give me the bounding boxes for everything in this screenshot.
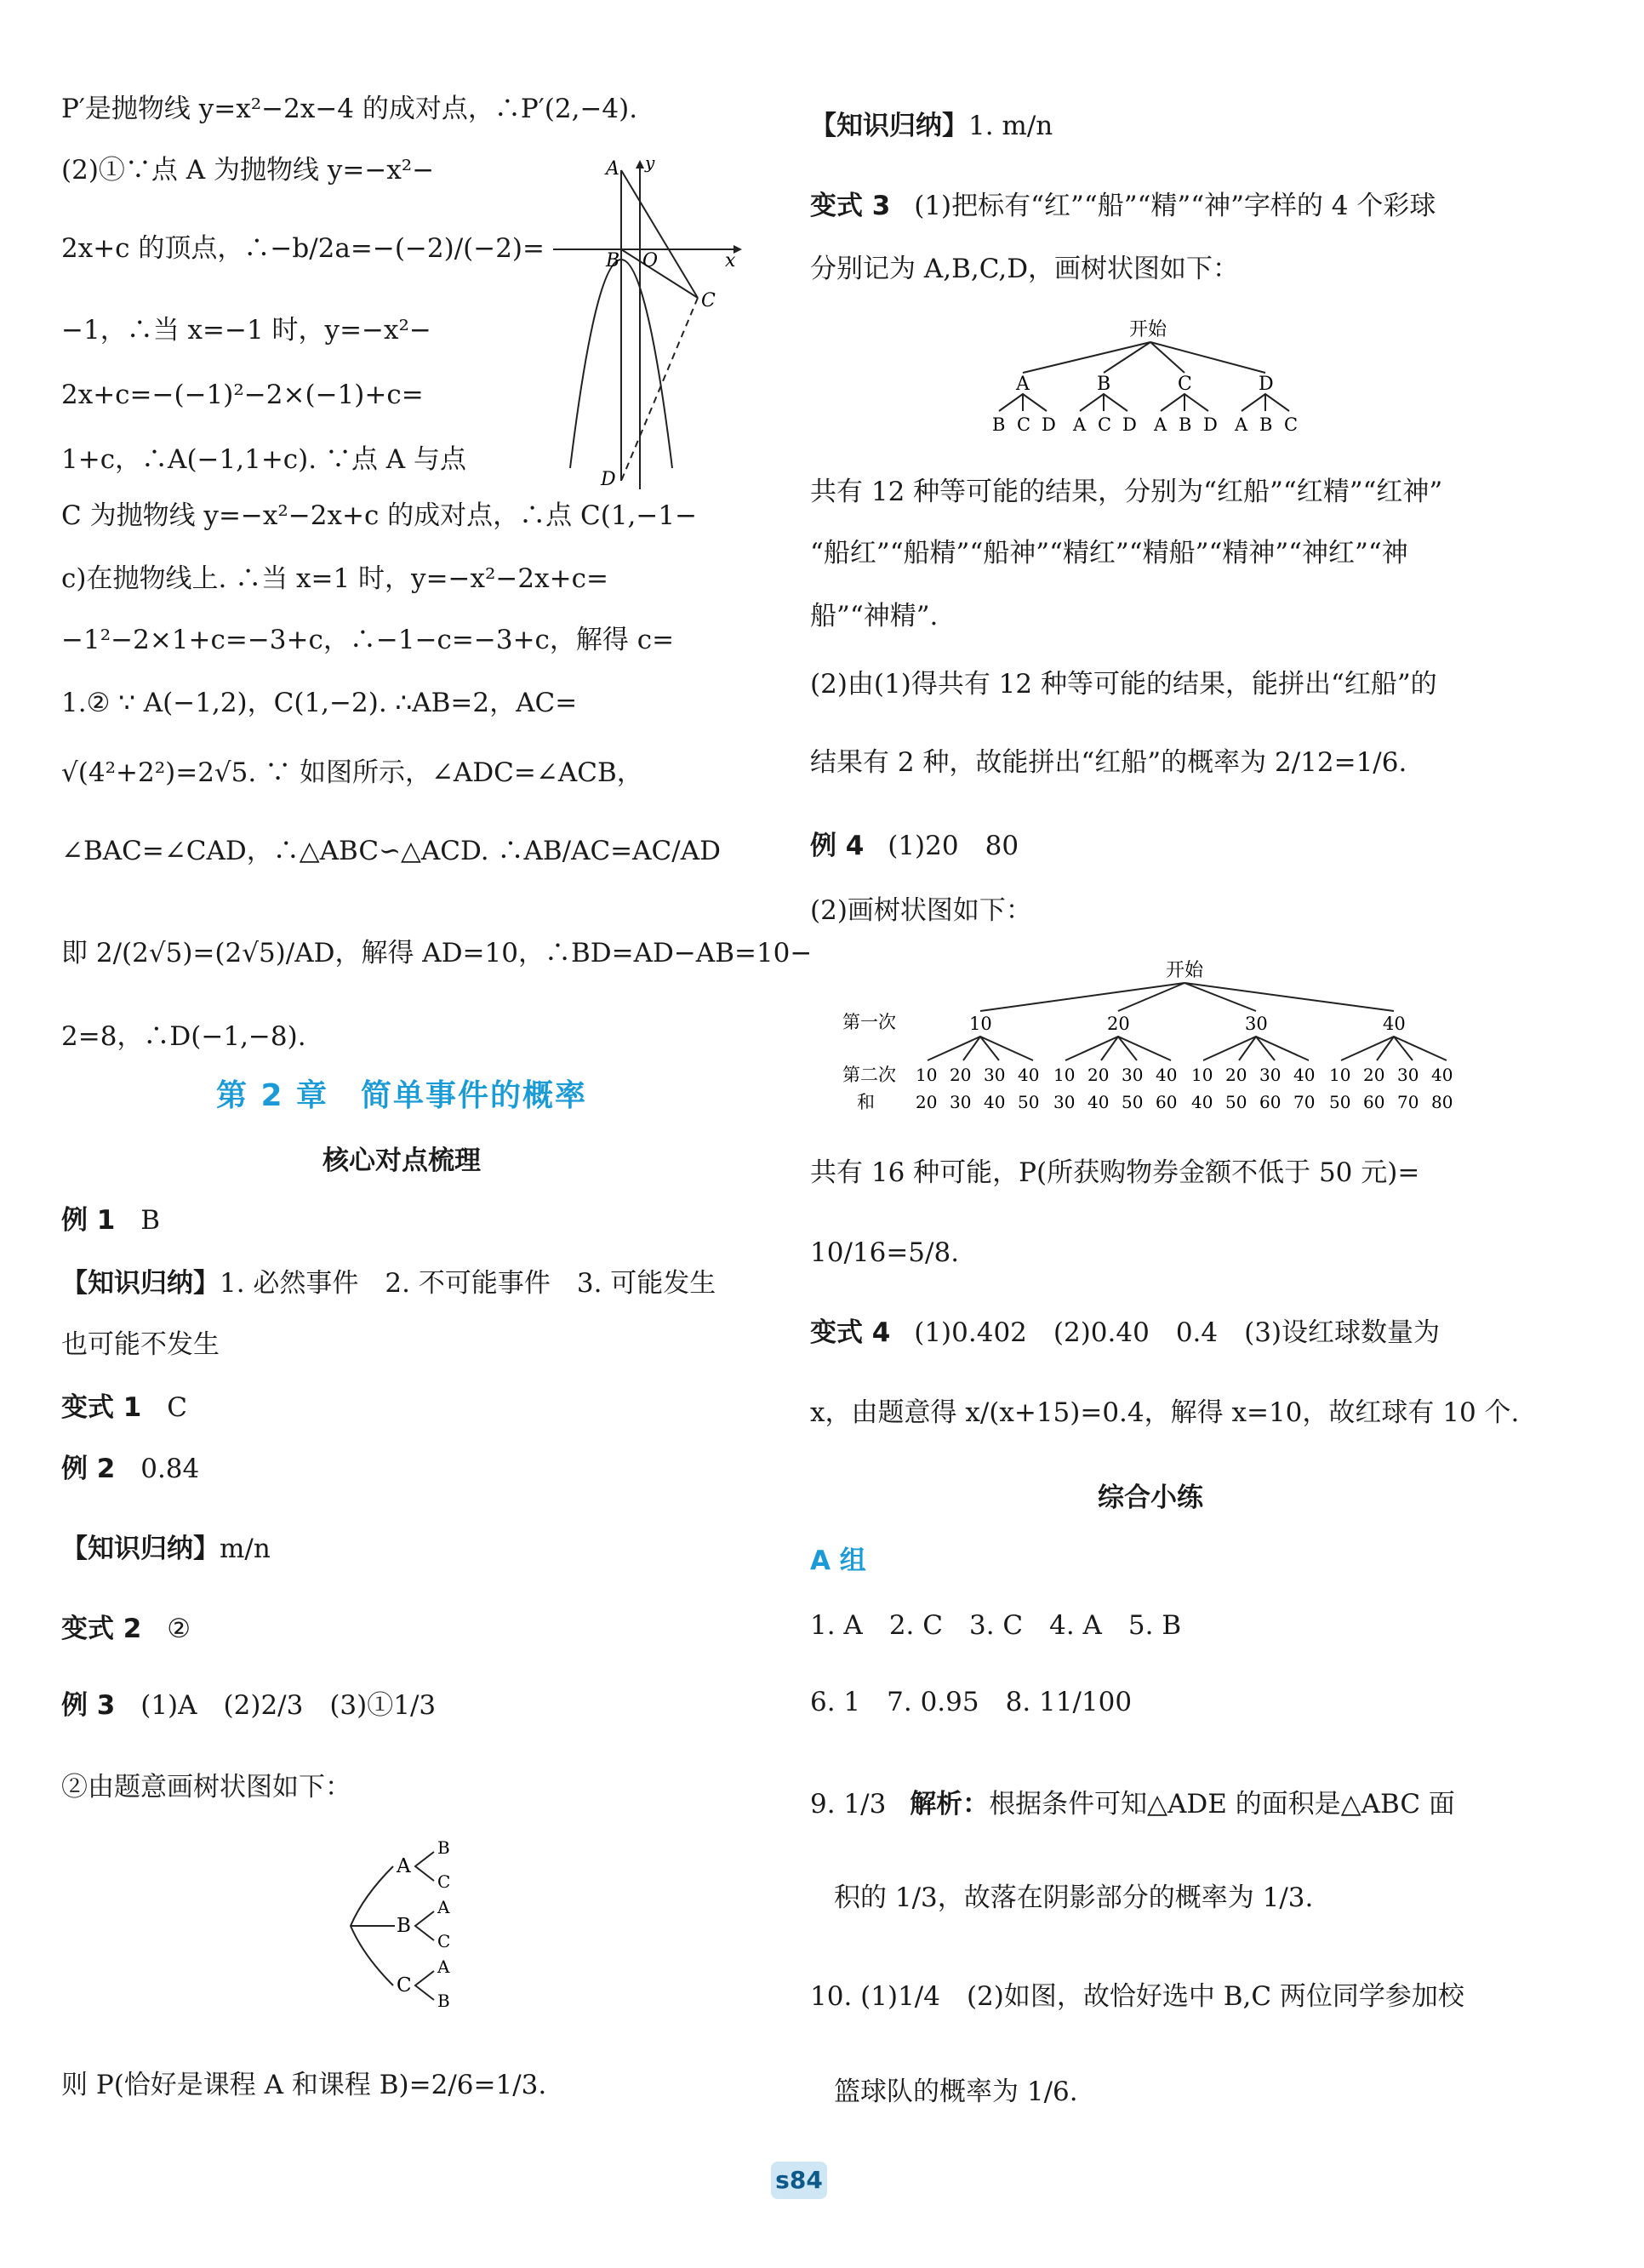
tree-branch xyxy=(415,1911,434,1940)
example-answer: B xyxy=(140,1205,161,1236)
tree-branch xyxy=(1065,1037,1171,1060)
tree-branch xyxy=(415,1971,434,2000)
segment-CD-dashed xyxy=(621,298,698,481)
page-number-badge: s84 xyxy=(771,2162,827,2199)
tree-node: C xyxy=(397,1974,412,1997)
section-title: 核心对点梳理 xyxy=(323,1145,481,1176)
example-1 xyxy=(61,1203,160,1237)
tree-leaf: 10 xyxy=(1191,1065,1213,1085)
sum-value: 20 xyxy=(916,1092,938,1112)
sum-value: 40 xyxy=(1191,1092,1213,1112)
example-2 xyxy=(61,1452,199,1486)
sum-value: 50 xyxy=(1329,1092,1351,1112)
tree-node: A xyxy=(1016,374,1030,395)
analysis-label: 解析： xyxy=(910,1789,990,1820)
tree-leaf: A xyxy=(1073,414,1087,435)
tree-leaf: 20 xyxy=(1225,1065,1247,1085)
text-line: (2)①∵点 A 为抛物线 y=−x²− xyxy=(61,155,435,186)
graph-label: O xyxy=(642,250,659,271)
text-line: (2)画树状图如下： xyxy=(810,895,1032,926)
tree-branch xyxy=(1203,1037,1309,1060)
tree-leaf: B xyxy=(1259,414,1273,435)
text-line: 积的 1/3，故落在阴影部分的概率为 1/3. xyxy=(834,1882,1314,1913)
tree-leaf: 10 xyxy=(1329,1065,1351,1085)
tree-diagram-balls xyxy=(980,313,1304,441)
tree-leaf: 40 xyxy=(1018,1065,1040,1085)
variant-4 xyxy=(810,1316,1440,1350)
sum-value: 70 xyxy=(1397,1092,1419,1112)
tree-leaf: C xyxy=(1284,414,1299,435)
graph-label: C xyxy=(701,290,716,311)
segment-AC xyxy=(621,170,698,298)
tree-leaf: D xyxy=(1042,414,1056,435)
tree-branch xyxy=(1161,394,1208,411)
variant-label: 变式 3 xyxy=(810,191,891,221)
text-line: 分别记为 A,B,C,D，画树状图如下： xyxy=(810,254,1240,284)
text-line: 也可能不发生 xyxy=(61,1329,220,1360)
tree-node: 30 xyxy=(1245,1014,1268,1034)
tree-branch xyxy=(1023,342,1150,373)
tree-branch xyxy=(999,394,1047,411)
summary-label: 【知识归纳】 xyxy=(61,1268,220,1299)
segment-BC xyxy=(621,249,698,298)
tree-leaf: 40 xyxy=(1293,1065,1316,1085)
text-line: P′是抛物线 y=x²−2x−4 的成对点，∴P′(2,−4). xyxy=(61,94,638,124)
example-label: 例 3 xyxy=(61,1690,116,1721)
tree-leaf: A xyxy=(1235,414,1248,435)
variant-label: 变式 2 xyxy=(61,1614,142,1644)
tree-leaf: B xyxy=(437,1837,450,1858)
variant-text: (1)把标有“红”“船”“精”“神”字样的 4 个彩球 xyxy=(914,191,1436,221)
tree-leaf: 20 xyxy=(1087,1065,1110,1085)
tree-branch xyxy=(1184,983,1394,1011)
sum-row xyxy=(916,1092,1453,1112)
text-line: 则 P(恰好是课程 A 和课程 B)=2/6=1/3. xyxy=(61,2070,547,2100)
text-line: 2x+c 的顶点，∴−b/2a=−(−2)/(−2)= xyxy=(61,233,545,264)
tree-leaf: 10 xyxy=(916,1065,938,1085)
sum-value: 40 xyxy=(1087,1092,1110,1112)
text-line: c)在抛物线上. ∴当 x=1 时，y=−x²−2x+c= xyxy=(61,563,608,594)
tree-node: 20 xyxy=(1107,1014,1130,1034)
sum-value: 50 xyxy=(1122,1092,1144,1112)
sum-value: 50 xyxy=(1018,1092,1040,1112)
tree-node: B xyxy=(1097,374,1111,395)
variant-3 xyxy=(810,189,1436,223)
tree-leaf: 20 xyxy=(950,1065,972,1085)
tree-branch xyxy=(928,1037,1033,1060)
summary-label: 【知识归纳】 xyxy=(61,1534,220,1564)
knowledge-summary xyxy=(810,109,1053,143)
tree-root: 开始 xyxy=(1166,960,1204,981)
text-line: ∠BAC=∠CAD，∴△ABC∽△ACD. ∴AB/AC=AC/AD xyxy=(61,836,721,866)
tree-leaf: 40 xyxy=(1431,1065,1453,1085)
tree-node: C xyxy=(1178,374,1192,395)
text-line: −1，∴当 x=−1 时，y=−x²− xyxy=(61,315,431,346)
text-line: 2=8，∴D(−1,−8). xyxy=(61,1021,306,1052)
tree-branch xyxy=(1080,394,1127,411)
graph-label: B xyxy=(606,250,620,271)
tree-leaf: B xyxy=(1179,414,1192,435)
group-label: A 组 xyxy=(810,1545,866,1576)
text-line: 10/16=5/8. xyxy=(810,1237,960,1268)
text-line: 1.② ∵ A(−1,2)，C(1,−2). ∴AB=2，AC= xyxy=(61,688,578,718)
tree-node: 10 xyxy=(969,1014,992,1034)
sum-value: 50 xyxy=(1225,1092,1247,1112)
tree-diagram-vouchers xyxy=(810,955,1491,1125)
text-line: 篮球队的概率为 1/6. xyxy=(834,2077,1078,2107)
summary-text: 1. 必然事件 2. 不可能事件 3. 可能发生 xyxy=(220,1268,716,1299)
text-line: √(4²+2²)=2√5. ∵ 如图所示，∠ADC=∠ACB， xyxy=(61,757,643,788)
example-answer: (1)20 80 xyxy=(888,831,1019,861)
text-line: (2)由(1)得共有 12 种等可能的结果，能拼出“红船”的 xyxy=(810,669,1437,700)
example-label: 例 2 xyxy=(61,1454,116,1484)
tree-leaf: C xyxy=(1017,414,1031,435)
tree-leaf: B xyxy=(437,1991,450,2011)
tree-leaf: C xyxy=(437,1871,451,1892)
sum-value: 70 xyxy=(1293,1092,1316,1112)
tree-leaf: D xyxy=(1203,414,1218,435)
text-line: 10. (1)1/4 (2)如图，故恰好选中 B,C 两位同学参加校 xyxy=(810,1981,1464,2012)
variant-text: (1)0.402 (2)0.40 0.4 (3)设红球数量为 xyxy=(914,1317,1441,1348)
graph-label: A xyxy=(606,158,619,180)
tree-branch xyxy=(1341,1037,1447,1060)
sum-value: 60 xyxy=(1156,1092,1178,1112)
tree-leaf: B xyxy=(992,414,1006,435)
tree-leaf: 40 xyxy=(1156,1065,1178,1085)
tree-node: B xyxy=(397,1915,411,1937)
graph-label: D xyxy=(601,469,616,490)
tree-leaf: C xyxy=(437,1931,451,1951)
sum-value: 30 xyxy=(950,1092,972,1112)
tree-diagram-courses xyxy=(334,1828,521,2024)
tree-leaf: D xyxy=(1122,414,1137,435)
tree-node: D xyxy=(1259,374,1274,395)
example-answer: 0.84 xyxy=(140,1454,200,1484)
summary-text: m/n xyxy=(220,1534,271,1564)
text-line: ②由题意画树状图如下： xyxy=(61,1772,351,1802)
variant-2 xyxy=(61,1612,191,1646)
variant-1 xyxy=(61,1391,187,1425)
tree-node: 40 xyxy=(1383,1014,1406,1034)
text-line: “船红”“船精”“船神”“精红”“精船”“精神”“神红”“神 xyxy=(810,538,1408,568)
example-4 xyxy=(810,829,1019,863)
example-3 xyxy=(61,1688,436,1722)
tree-leaf: 30 xyxy=(1397,1065,1419,1085)
text-line: 即 2/(2√5)=(2√5)/AD，解得 AD=10，∴BD=AD−AB=10− xyxy=(61,938,813,968)
tree-leaf: A xyxy=(437,1957,450,1977)
example-answer: (1)A (2)2/3 (3)①1/3 xyxy=(140,1690,437,1721)
sum-value: 80 xyxy=(1431,1092,1453,1112)
text-line: x，由题意得 x/(x+15)=0.4，解得 x=10，故红球有 10 个. xyxy=(810,1397,1520,1428)
variant-label: 变式 4 xyxy=(810,1317,891,1348)
section-title: 综合小练 xyxy=(1098,1482,1203,1513)
example-label: 例 1 xyxy=(61,1205,116,1236)
tree-leaf: 30 xyxy=(1122,1065,1144,1085)
graph-label: y xyxy=(645,153,655,173)
tree-node: A xyxy=(397,1855,411,1877)
parabola-graph xyxy=(545,153,749,494)
tree-leaf: 20 xyxy=(1363,1065,1385,1085)
chapter-title: 第 2 章 简单事件的概率 xyxy=(215,1078,588,1113)
text-line: 共有 16 种可能，P(所获购物券金额不低于 50 元)= xyxy=(810,1157,1420,1188)
question-9 xyxy=(810,1787,1455,1821)
sum-value: 60 xyxy=(1259,1092,1282,1112)
tree-branch xyxy=(1104,342,1150,373)
knowledge-summary-1 xyxy=(61,1266,716,1300)
sum-value: 30 xyxy=(1053,1092,1076,1112)
tree-branch xyxy=(1242,394,1289,411)
text-line: 共有 12 种等可能的结果，分别为“红船”“红精”“红神” xyxy=(810,477,1443,507)
second-draw-row xyxy=(916,1065,1453,1085)
tree-branch xyxy=(980,983,1184,1011)
graph-label: x xyxy=(725,250,736,271)
tree-branch xyxy=(415,1852,434,1881)
variant-label: 变式 1 xyxy=(61,1392,142,1423)
text-line: C 为抛物线 y=−x²−2x+c 的成对点，∴点 C(1,−1− xyxy=(61,500,698,531)
analysis-text: 根据条件可知△ADE 的面积是△ABC 面 xyxy=(989,1789,1455,1820)
sum-value: 60 xyxy=(1363,1092,1385,1112)
tree-leaf: 30 xyxy=(1259,1065,1282,1085)
y-axis-arrow xyxy=(636,160,644,169)
tree-leaf: 10 xyxy=(1053,1065,1076,1085)
tree-leaf: 30 xyxy=(984,1065,1006,1085)
variant-answer: C xyxy=(167,1392,187,1423)
text-line: 船”“神精”. xyxy=(810,601,939,631)
sum-value: 40 xyxy=(984,1092,1006,1112)
tree-leaf: A xyxy=(437,1897,450,1917)
row-label: 第二次 xyxy=(842,1065,896,1085)
row-label: 和 xyxy=(857,1092,875,1112)
tree-leaf: A xyxy=(1154,414,1167,435)
tree-leaf: C xyxy=(1098,414,1112,435)
variant-answer: ② xyxy=(167,1614,191,1644)
answer-row: 6. 1 7. 0.95 8. 11/100 xyxy=(810,1687,1133,1717)
text-line: 2x+c=−(−1)²−2×(−1)+c= xyxy=(61,380,424,410)
text-line: 结果有 2 种，故能拼出“红船”的概率为 2/12=1/6. xyxy=(810,747,1407,778)
text-line: −1²−2×1+c=−3+c，∴−1−c=−3+c，解得 c= xyxy=(61,625,675,655)
text-line: 1+c，∴A(−1,1+c). ∵点 A 与点 xyxy=(61,444,467,475)
answer-row: 1. A 2. C 3. C 4. A 5. B xyxy=(810,1610,1182,1641)
example-label: 例 4 xyxy=(810,831,865,861)
tree-root: 开始 xyxy=(1129,319,1167,340)
knowledge-summary-2 xyxy=(61,1532,271,1566)
row-label: 第一次 xyxy=(842,1012,896,1032)
summary-label: 【知识归纳】 xyxy=(810,111,968,141)
question-number: 9. 1/3 xyxy=(810,1789,887,1820)
summary-text: 1. m/n xyxy=(968,111,1053,141)
